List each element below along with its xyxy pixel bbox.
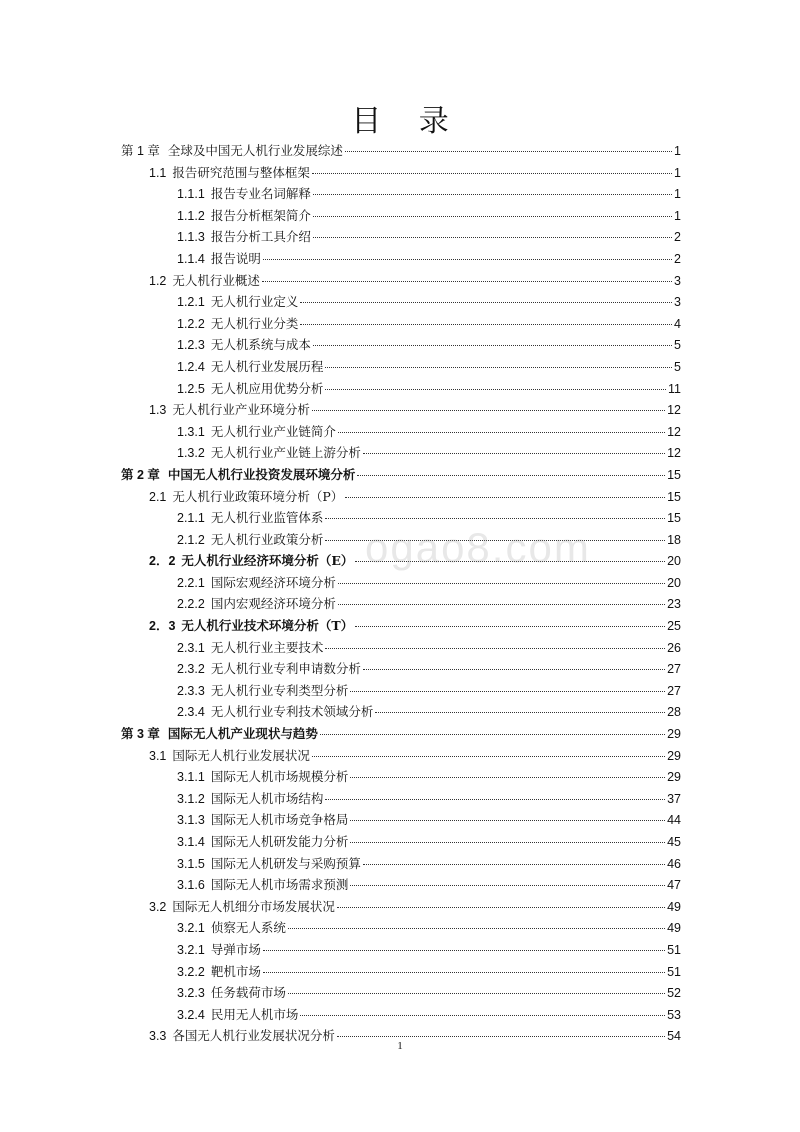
toc-leader-dots [375, 712, 665, 713]
toc-entry-text: 无人机行业政策分析 [210, 531, 324, 547]
toc-page-number: 29 [667, 748, 681, 763]
toc-entry-number: 2.3.1 [177, 640, 205, 655]
toc-leader-dots [300, 1015, 665, 1016]
toc-entry[interactable] [0, 615, 681, 637]
toc-leader-dots [313, 237, 672, 238]
toc-page-number: 27 [667, 662, 681, 677]
toc-entry-label [177, 637, 323, 660]
toc-entry[interactable] [0, 917, 681, 939]
toc-entry-number: 3.1 [149, 748, 167, 763]
toc-page-number: 44 [667, 813, 681, 828]
toc-entry-text: 全球及中国无人机行业发展综述 [167, 143, 343, 158]
toc-entry-text: 报告专业名词解释 [210, 186, 311, 202]
toc-entry-text: 国际无人机市场结构 [210, 790, 324, 806]
toc-entry-label [177, 766, 348, 789]
toc-leader-dots [350, 842, 665, 843]
toc-leader-dots [355, 561, 665, 562]
toc-leader-dots [357, 475, 665, 476]
toc-entry[interactable] [0, 896, 681, 918]
toc-page-number: 28 [667, 705, 681, 720]
toc-entry[interactable] [0, 399, 681, 421]
toc-entry-label [177, 831, 348, 854]
toc-entry-text: 无人机应用优势分析 [210, 380, 324, 396]
toc-entry-text: 报告分析框架简介 [210, 207, 311, 223]
toc-page-number: 4 [674, 316, 681, 331]
toc-entry-number: 1.2.2 [177, 316, 205, 331]
toc-entry[interactable] [0, 766, 681, 788]
toc-entry-text: 无人机行业专利技术领域分析 [210, 704, 374, 720]
toc-entry[interactable] [0, 529, 681, 551]
toc-entry-text: 无人机行业产业链简介 [210, 423, 336, 439]
toc-entry-text: 国内宏观经济环境分析 [210, 596, 336, 612]
toc-page-number: 1 [674, 144, 681, 158]
toc-entry-number: 3.1.4 [177, 835, 205, 849]
toc-leader-dots [288, 928, 665, 929]
toc-entry-number: 2.2.1 [177, 575, 205, 590]
watermark: ogao8.com [365, 524, 591, 571]
toc-leader-dots [312, 756, 665, 757]
toc-entry-text: 报告说明 [210, 250, 261, 266]
toc-entry[interactable] [0, 356, 681, 378]
toc-leader-dots [325, 799, 665, 800]
toc-entry-text: 无人机行业分类 [210, 315, 299, 331]
toc-entry-text: 报告研究范围与整体框架 [172, 164, 310, 180]
toc-page-number: 47 [667, 878, 681, 893]
toc-entry-number: 第 3 章 [121, 727, 160, 742]
toc-entry-label [177, 680, 348, 703]
toc-entry-number: 2．2 [149, 554, 176, 569]
toc-page-number: 12 [667, 446, 681, 461]
toc-leader-dots [337, 1036, 665, 1037]
toc-entry-text: 民用无人机市场 [210, 1006, 299, 1022]
toc-entry-number: 1.1.2 [177, 208, 205, 223]
toc-entry-label [177, 205, 311, 228]
toc-entry-number: 3.1.3 [177, 813, 205, 828]
toc-page-number: 20 [667, 554, 681, 569]
toc-entry-label [177, 291, 298, 314]
toc-entry[interactable] [0, 140, 681, 162]
toc-entry-text: 无人机行业技术环境分析（T） [181, 618, 354, 634]
page-title: 目 录 [351, 104, 463, 139]
toc-page-number: 3 [674, 295, 681, 310]
toc-entry-number: 1.2.4 [177, 359, 205, 374]
toc-leader-dots [320, 734, 665, 735]
toc-leader-dots [338, 432, 665, 433]
toc-entry-text: 无人机行业监管体系 [210, 510, 324, 526]
toc-entry-number: 3.2.4 [177, 1007, 205, 1022]
toc-entry-text: 无人机行业产业环境分析 [172, 402, 310, 418]
toc-entry-label [177, 788, 323, 811]
toc-entry-number: 3.2.1 [177, 921, 205, 936]
toc-leader-dots [263, 259, 672, 260]
toc-entry-label [149, 270, 260, 293]
toc-leader-dots [338, 583, 665, 584]
toc-entry-label [177, 917, 286, 940]
toc-entry[interactable] [0, 939, 681, 961]
toc-entry-number: 3.2.2 [177, 964, 205, 979]
toc-entry[interactable] [0, 205, 681, 227]
toc-leader-dots [345, 151, 672, 152]
toc-leader-dots [325, 389, 666, 390]
table-of-contents [0, 140, 800, 1047]
toc-entry-number: 1.2.5 [177, 381, 205, 396]
toc-entry-number: 第 1 章 [121, 144, 160, 158]
toc-entry-label [177, 529, 323, 552]
toc-entry-text: 国际无人机研发与采购预算 [210, 855, 361, 871]
toc-page-number: 3 [674, 273, 681, 288]
toc-entry[interactable] [0, 421, 681, 443]
toc-leader-dots [313, 216, 672, 217]
toc-page-number: 25 [667, 619, 681, 634]
toc-page-number: 2 [674, 230, 681, 245]
toc-leader-dots [345, 497, 665, 498]
toc-entry-label [149, 745, 310, 768]
toc-entry-label [177, 334, 311, 357]
toc-entry-number: 3.1.6 [177, 878, 205, 893]
toc-entry-number: 2.2.2 [177, 597, 205, 612]
toc-leader-dots [312, 173, 672, 174]
toc-page-number: 12 [667, 403, 681, 418]
toc-leader-dots [350, 820, 665, 821]
toc-entry-label [177, 939, 261, 962]
toc-page-number: 5 [674, 338, 681, 353]
toc-entry-number: 2.1 [149, 489, 167, 504]
toc-entry[interactable] [0, 853, 681, 875]
toc-entry[interactable] [0, 183, 681, 205]
toc-entry[interactable] [0, 550, 681, 572]
toc-entry-text: 国际无人机研发能力分析 [210, 834, 349, 849]
toc-entry-label [149, 486, 343, 509]
toc-entry-number: 3.1.2 [177, 791, 205, 806]
toc-entry[interactable] [0, 572, 681, 594]
toc-page-number: 45 [667, 835, 681, 849]
toc-entry[interactable] [0, 961, 681, 983]
toc-entry-text: 无人机行业发展历程 [210, 358, 324, 374]
toc-entry-text: 导弹市场 [210, 941, 261, 957]
toc-page-number: 5 [674, 359, 681, 374]
toc-entry-text: 国际无人机产业现状与趋势 [167, 726, 318, 742]
toc-entry[interactable] [0, 507, 681, 529]
toc-entry[interactable] [0, 442, 681, 464]
toc-leader-dots [350, 777, 665, 778]
toc-leader-dots [325, 540, 665, 541]
toc-entry-label [149, 162, 310, 185]
toc-entry[interactable] [0, 788, 681, 810]
toc-entry-text: 各国无人机行业发展状况分析 [172, 1028, 335, 1044]
toc-entry-text: 国际无人机细分市场发展状况 [172, 898, 335, 914]
toc-page-number: 23 [667, 597, 681, 612]
toc-entry[interactable] [0, 313, 681, 335]
toc-entry[interactable] [0, 226, 681, 248]
toc-leader-dots [262, 281, 672, 282]
toc-page-number: 49 [667, 921, 681, 936]
toc-entry-number: 2.1.1 [177, 511, 205, 526]
toc-page-number: 51 [667, 964, 681, 979]
toc-entry-label [121, 723, 318, 746]
toc-entry[interactable] [0, 378, 681, 400]
toc-entry-label [177, 874, 348, 897]
toc-entry-label [177, 701, 373, 724]
toc-entry-number: 1.1.1 [177, 187, 205, 202]
toc-page-number: 29 [667, 727, 681, 742]
toc-entry[interactable] [0, 334, 681, 356]
toc-entry-label [177, 421, 336, 444]
toc-page-number: 53 [667, 1007, 681, 1022]
toc-entry-number: 1.1 [149, 165, 167, 180]
toc-entry-label [177, 658, 361, 681]
toc-leader-dots [338, 604, 665, 605]
toc-entry[interactable] [0, 593, 681, 615]
toc-entry-label [177, 356, 323, 379]
toc-leader-dots [313, 345, 672, 346]
toc-entry-label [121, 140, 343, 163]
toc-page-number: 15 [667, 467, 681, 482]
toc-entry-number: 2.3.2 [177, 662, 205, 677]
toc-entry-label [177, 248, 261, 271]
toc-entry-number: 3.2.1 [177, 942, 205, 957]
toc-page-number: 46 [667, 856, 681, 871]
toc-entry[interactable] [0, 1004, 681, 1026]
toc-entry-number: 1.1.3 [177, 230, 205, 245]
toc-leader-dots [325, 367, 672, 368]
toc-page-number: 54 [667, 1029, 681, 1044]
toc-entry-label [177, 1004, 298, 1027]
toc-page-number: 52 [667, 986, 681, 1001]
toc-entry-label [177, 507, 323, 530]
toc-leader-dots [350, 885, 665, 886]
toc-entry-number: 1.3.1 [177, 424, 205, 439]
toc-page-number: 18 [667, 532, 681, 547]
toc-entry-text: 无人机行业专利申请数分析 [210, 661, 361, 677]
toc-entry-number: 1.2 [149, 273, 167, 288]
toc-leader-dots [350, 691, 665, 692]
toc-entry[interactable] [0, 162, 681, 184]
toc-entry-number: 3.1.1 [177, 770, 205, 785]
toc-page-number: 51 [667, 942, 681, 957]
toc-entry-number: 3.3 [149, 1029, 167, 1044]
toc-entry-label [121, 464, 355, 487]
toc-entry-number: 2.3.4 [177, 705, 205, 720]
toc-entry-label [177, 572, 336, 595]
toc-page-number: 26 [667, 640, 681, 655]
toc-page-number: 2 [674, 251, 681, 266]
toc-entry-text: 报告分析工具介绍 [210, 229, 311, 245]
toc-page-number: 11 [668, 381, 681, 396]
toc-entry-text: 无人机行业概述 [172, 272, 260, 288]
toc-entry-label [149, 896, 335, 919]
toc-entry-text: 侦察无人系统 [210, 920, 286, 936]
toc-page-number: 15 [667, 511, 681, 526]
toc-entry[interactable] [0, 982, 681, 1004]
toc-leader-dots [325, 518, 665, 519]
toc-entry-label [177, 809, 348, 832]
toc-entry-label [177, 313, 298, 336]
toc-entry-label [177, 982, 286, 1005]
toc-entry[interactable] [0, 291, 681, 313]
toc-entry-text: 国际宏观经济环境分析 [210, 574, 336, 590]
toc-leader-dots [313, 194, 672, 195]
toc-page-number: 15 [667, 489, 681, 504]
toc-entry-label [149, 399, 310, 422]
toc-page-number: 29 [667, 770, 681, 785]
toc-page-number: 1 [674, 165, 681, 180]
toc-entry-label [149, 550, 353, 573]
toc-page-number: 20 [667, 575, 681, 590]
toc-entry-label [149, 615, 353, 638]
toc-leader-dots [363, 669, 665, 670]
toc-entry[interactable] [0, 809, 681, 831]
toc-entry-text: 无人机行业政策环境分析（P） [172, 488, 344, 504]
toc-entry-number: 1.2.1 [177, 295, 205, 310]
toc-entry-label [177, 961, 261, 984]
toc-entry[interactable] [0, 248, 681, 270]
toc-entry-number: 2．3 [149, 619, 176, 634]
toc-entry-text: 国际无人机市场规模分析 [210, 769, 349, 785]
toc-entry-label [177, 226, 311, 249]
toc-entry[interactable] [0, 874, 681, 896]
toc-entry[interactable] [0, 680, 681, 702]
toc-entry[interactable] [0, 637, 681, 659]
toc-leader-dots [312, 410, 665, 411]
toc-entry[interactable] [0, 701, 681, 723]
toc-entry-number: 3.2.3 [177, 986, 205, 1001]
toc-entry-label [177, 183, 311, 206]
toc-leader-dots [325, 648, 665, 649]
toc-page-number: 12 [667, 424, 681, 439]
toc-leader-dots [355, 626, 665, 627]
toc-entry-text: 无人机行业定义 [210, 294, 299, 310]
toc-entry-label [177, 593, 336, 616]
toc-entry-number: 第 2 章 [121, 467, 160, 482]
toc-page-number: 37 [667, 791, 681, 806]
toc-entry-text: 国际无人机市场需求预测 [210, 877, 349, 893]
toc-entry-text: 无人机系统与成本 [210, 337, 311, 353]
toc-entry-text: 无人机行业主要技术 [210, 639, 324, 655]
toc-entry[interactable] [0, 723, 681, 745]
toc-entry-number: 3.2 [149, 899, 167, 914]
toc-entry[interactable] [0, 658, 681, 680]
toc-entry-label [177, 378, 323, 401]
toc-leader-dots [263, 950, 665, 951]
toc-entry[interactable] [0, 745, 681, 767]
toc-entry[interactable] [0, 486, 681, 508]
toc-page-number: 1 [674, 187, 681, 202]
toc-leader-dots [363, 864, 665, 865]
toc-leader-dots [300, 324, 672, 325]
toc-entry-number: 2.1.2 [177, 532, 205, 547]
toc-leader-dots [263, 972, 665, 973]
toc-entry-text: 无人机行业产业链上游分析 [210, 445, 361, 461]
toc-page-number: 27 [667, 683, 681, 698]
toc-entry-text: 无人机行业专利类型分析 [210, 682, 349, 698]
toc-entry-text: 无人机行业经济环境分析（E） [181, 553, 354, 569]
toc-entry-number: 2.3.3 [177, 683, 205, 698]
toc-entry-number: 3.1.5 [177, 856, 205, 871]
toc-entry-text: 中国无人机行业投资发展环境分析 [167, 466, 356, 482]
toc-leader-dots [300, 302, 672, 303]
toc-leader-dots [363, 453, 665, 454]
toc-entry-label [177, 442, 361, 465]
toc-entry[interactable] [0, 464, 681, 486]
toc-page-number: 1 [674, 208, 681, 223]
toc-leader-dots [337, 907, 665, 908]
toc-entry-text: 任务载荷市场 [210, 985, 286, 1001]
toc-entry-label [177, 853, 361, 876]
toc-entry-text: 国际无人机行业发展状况 [172, 747, 310, 763]
toc-entry-number: 1.3 [149, 403, 167, 418]
toc-entry-number: 1.2.3 [177, 338, 205, 353]
toc-entry-text: 靶机市场 [210, 963, 261, 979]
toc-entry-text: 国际无人机市场竞争格局 [210, 812, 349, 828]
page-number: 1 [397, 1040, 403, 1052]
toc-leader-dots [288, 993, 665, 994]
toc-entry-number: 1.3.2 [177, 446, 205, 461]
toc-entry-number: 1.1.4 [177, 251, 205, 266]
toc-entry[interactable] [0, 831, 681, 853]
toc-entry[interactable] [0, 270, 681, 292]
toc-page-number: 49 [667, 899, 681, 914]
